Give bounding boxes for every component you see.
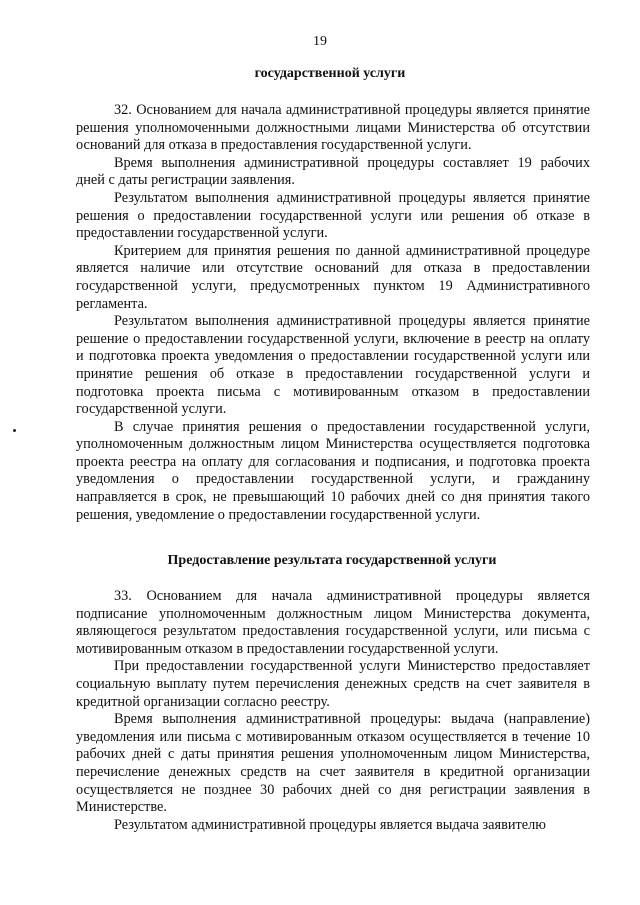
page-number: 19 xyxy=(313,34,327,49)
paragraph-32: 32. Основанием для начала административной процедуры является принятие решения уполномоченными должностными лицами Министерства об отсутствии оснований для отказа в предоставления государственной услуги. xyxy=(76,102,590,154)
section-heading: Предоставление результата государственной услуги xyxy=(167,553,497,568)
paragraph: Результатом выполнения административной процедуры является принятие решение о предоставлении государственной услуги, включение в реестр на оплату и подготовка проекта уведомления о предоставлении государственной услуги или принятие решения об отказе в предоставлении государственной услуги и подготовка проекта письма с мотивированным отказом в предоставлении государственной услуги. xyxy=(76,313,590,418)
paragraph: При предоставлении государственной услуги Министерство предоставляет социальную выплату путем перечисления денежных средств на счет заявителя в кредитной организации согласно реестру. xyxy=(76,658,590,710)
paragraphs-block-2 xyxy=(76,588,590,834)
scan-speck xyxy=(13,429,16,432)
paragraph: Время выполнения административной процедуры составляет 19 рабочих дней с даты регистрации заявления. xyxy=(76,154,590,189)
paragraph: Критерием для принятия решения по данной административной процедуре является наличие или отсутствие оснований для отказа в предоставлении государственной услуги, предусмотренных пунктом 19 Административного регламента. xyxy=(76,242,590,312)
paragraph: Время выполнения административной процедуры: выдача (направление) уведомления или письма с мотивированным отказом осуществляется в течение 10 рабочих дней с даты принятия решения уполномоченным лицом Министерства, перечисление денежных средств на счет заявителя в кредитной организации осуществляется не позднее 30 рабочих дней со дня регистрации заявления в Министерстве. xyxy=(76,711,590,816)
section-heading-continued: государственной услуги xyxy=(254,66,406,81)
paragraph-33: 33. Основанием для начала административной процедуры является подписание уполномоченным должностным лицом Министерства документа, являющегося результатом предоставления государственной услуги, или письма с мотивированным отказом в предоставлении государственной услуги. xyxy=(76,588,590,657)
paragraph: В случае принятия решения о предоставлении государственной услуги, уполномоченным должностным лицом Министерства осуществляется подготовка проекта реестра на оплату для согласования и подписания, и подготовка проекта уведомления о предоставлении государственной услуги, и гражданину направляется в срок, не превышающий 10 рабочих дней со дня принятия такого решения, уведомление о предоставлении государственной услуги. xyxy=(76,418,590,523)
paragraph: Результатом административной процедуры является выдача заявителю xyxy=(114,816,546,833)
paragraphs-block-1 xyxy=(76,102,590,524)
paragraph: Результатом выполнения административной процедуры является принятие решения о предоставлении государственной услуги или решения об отказе в предоставлении государственной услуги. xyxy=(76,189,590,242)
